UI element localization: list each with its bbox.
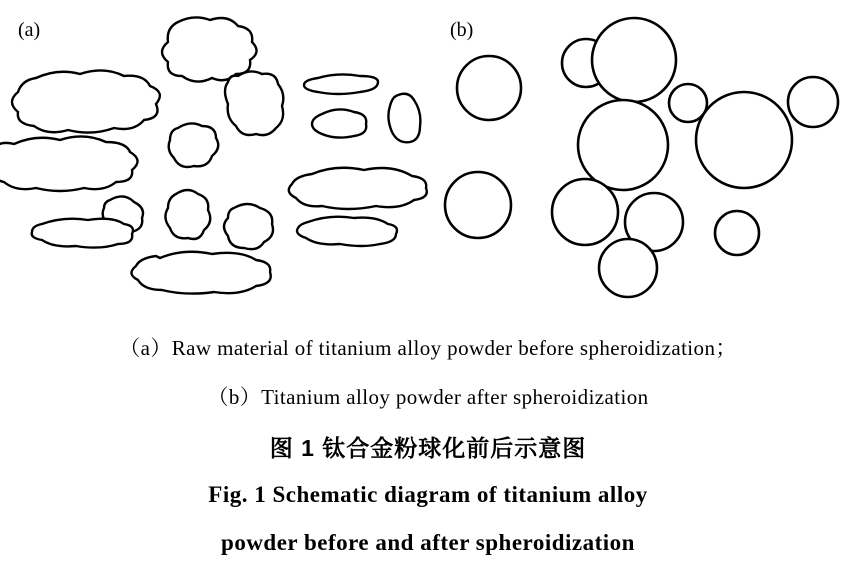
caption-panel-a: [0, 332, 856, 362]
spherical-particle: [445, 172, 511, 238]
irregular-particle: [32, 219, 133, 248]
spherical-particle: [457, 56, 521, 120]
irregular-particle: [388, 94, 420, 143]
irregular-particle: [289, 168, 427, 209]
panel-b-spherical-particles: [445, 18, 838, 297]
spherical-particle: [696, 92, 792, 188]
panel-a-label: (a): [18, 19, 41, 41]
figure-title-english-line2: powder before and after spheroidization: [221, 530, 635, 555]
irregular-particle: [162, 17, 257, 81]
irregular-particle: [225, 71, 283, 135]
irregular-particle: [312, 109, 366, 137]
spherical-particle: [599, 239, 657, 297]
caption-panel-b: [0, 381, 856, 411]
spherical-particle: [578, 100, 668, 190]
irregular-particle: [12, 70, 160, 132]
figure-title-english-line1: Fig. 1 Schematic diagram of titanium alloy: [208, 482, 648, 507]
spherical-particle: [715, 211, 759, 255]
spherical-particle: [788, 77, 838, 127]
spherical-particle: [552, 179, 618, 245]
irregular-particle: [0, 136, 138, 191]
spherical-particle: [592, 18, 676, 102]
panel-a-irregular-particles: [0, 17, 427, 293]
irregular-particle: [169, 123, 219, 167]
figure-title-chinese: 图 1 钛合金粉球化前后示意图: [269, 435, 587, 461]
panel-b-label: (b): [450, 19, 474, 41]
caption-panel-a-text: （a）Raw material of titanium alloy powder before spheroidization；: [119, 336, 737, 360]
irregular-particle: [297, 217, 397, 246]
irregular-particle: [165, 190, 210, 239]
irregular-particle: [304, 74, 378, 94]
irregular-particle: [224, 204, 273, 249]
caption-panel-b-text: （b）Titanium alloy powder after spheroidization: [207, 385, 649, 409]
irregular-particle: [131, 252, 270, 294]
